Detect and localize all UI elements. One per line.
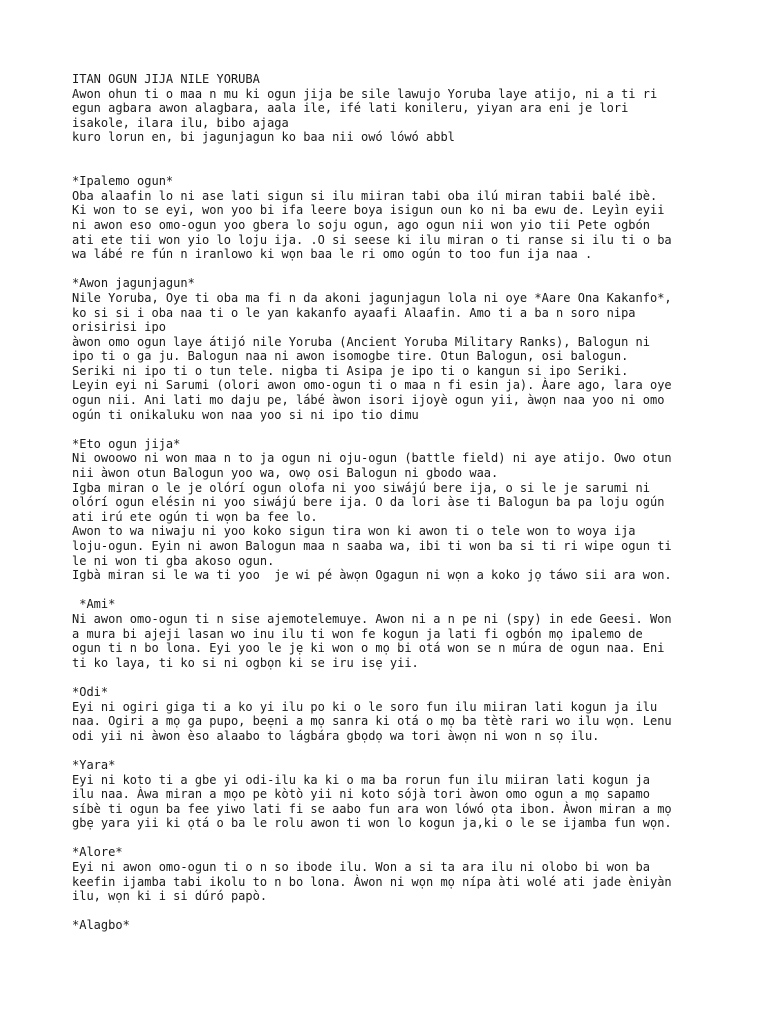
- section-heading: *Alagbo*: [72, 918, 130, 933]
- section-line: Igbà miran si le wa ti yoo je wi pé àwọn Ogagun ni wọn a koko jọ táwo sii ara won.: [72, 568, 672, 583]
- section-yara: [72, 758, 712, 831]
- section-heading: *Yara*: [72, 757, 116, 772]
- section-line: Eyi ni koto ti a gbe yi odi-ilu ka ki o ma ba rorun fun ilu miiran lati kogun ja: [72, 772, 650, 787]
- section-odi: [72, 685, 712, 743]
- intro-line: kuro lorun en, bi jagunjagun ko baa nii owó lówó abbl: [72, 130, 455, 145]
- section-line: Nile Yoruba, Oye ti oba ma fi n da akoni jagunjagun lola ni oye *Aare Ona Kakanfo*,: [72, 290, 672, 305]
- section-line: ati ete tii won yio lo loju ija. .O si seese ki ilu miran o ti ranse si ilu ti o ba: [72, 232, 672, 247]
- section-line: Seriki ni ipo ti o tun tele. nigba ti Asipa je ipo ti o kangun si ipo Seriki.: [72, 363, 629, 378]
- section-line: ipo ti o ga ju. Balogun naa ni awon isomogbe tire. Otun Balogun, osi balogun.: [72, 349, 629, 364]
- section-line: odi yii ni àwon èso alaabo to lágbára gbọdọ wa tori àwọn ni won n sọ ilu.: [72, 728, 600, 743]
- section-ami: [72, 597, 712, 670]
- section-line: loju-ogun. Eyin ni awon Balogun maa n saaba wa, ibi ti won ba si ti ri wipe ogun ti: [72, 539, 672, 553]
- section-line: keefin ijamba tabi ikolu to n bo lona. Àwon ni wọn mọ nípa àti wolé ati jade èniyàn: [72, 874, 672, 889]
- section-line: le ni won ti gba akoso ogun.: [72, 553, 275, 568]
- section-line: Oba alaafin lo ni ase lati sigun si ilu miiran tabi oba ilú miran tabii balé ibè.: [72, 188, 658, 203]
- section-line: ti ko laya, ti ko si ni ogbọn ki se iru isẹ yii.: [72, 655, 419, 670]
- section-heading: *Odi*: [72, 684, 109, 699]
- section-line: naa. Ogiri a mọ ga pupo, beẹni a mọ sanra ki otá o mọ ba tètè rari wo ilu wọn. Lenu: [72, 714, 672, 729]
- section-line: ilu naa. Àwa miran a mọo pe kòtò yii ni koto sójà tori àwon omo ogun a mọ sapamo: [72, 787, 650, 802]
- section-eto-ogun-jija: [72, 437, 712, 583]
- section-line: nii àwon otun Balogun yoo wa, owọ osi Balogun ni gbodo waa.: [72, 466, 499, 481]
- section-line: wa lábé re fún n iranlowo ki wọn baa le ri omo ogún to too fun ija naa .: [72, 247, 593, 262]
- section-line: olórí ogun elésin ni yoo siwájú bere ija. O da lori àse ti Balogun ba pa loju ogún: [72, 495, 665, 510]
- section-heading: *Eto ogun jija*: [72, 436, 181, 451]
- section-line: Eyi ni ogiri giga ti a ko yi ilu po ki o le soro fun ilu miiran lati kogun ja ilu: [72, 699, 658, 714]
- intro-line: isakole, ilara ilu, bibo ajaga: [72, 115, 289, 130]
- section-line: ko si si i oba naa ti o le yan kakanfo ayaafi Alaafin. Amo ti a ba n soro nipa: [72, 305, 636, 320]
- section-line: ilu, wọn ki i si dúró papò.: [72, 889, 268, 904]
- section-alagbo: [72, 918, 712, 933]
- section-line: Leyin eyi ni Sarumi (olori awon omo-ogun ti o maa n fi esin ja). Àare ago, lara oye: [72, 378, 672, 393]
- section-line: ogun ti n bo lona. Eyi yoo le jẹ ki won o mọ bi otá won se n múra de ogun naa. Eni: [72, 641, 665, 656]
- section-line: ni awon eso omo-ogun yoo gbera lo soju ogun, ago ogun nii won yio tii Pete ogbón: [72, 217, 650, 232]
- section-line: ogún ti onikaluku won naa yoo si ni ipo tio dimu: [72, 407, 419, 422]
- document-title: ITAN OGUN JIJA NILE YORUBA: [72, 72, 260, 86]
- section-heading: *Ipalemo ogun*: [72, 174, 174, 189]
- section-line: Ki won to se eyi, won yoo bi ifa leere boya isigun oun ko ni ba ewu de. Leyìn eyii: [72, 203, 665, 218]
- section-line: ogun nii. Ani lati mo daju pe, lábé àwon isori ijoyè ogun yii, àwọn naa yoo ni omo: [72, 393, 665, 408]
- section-line: Ni awon omo-ogun ti n sise ajemotelemuye. Awon ni a n pe ni (spy) in ede Geesi. Won: [72, 611, 672, 626]
- section-line: ati irú ete ogún ti wọn ba fee lo.: [72, 509, 318, 524]
- section-line: síbè ti ogun ba fee yiwo lati fi se aabo fun ara won lówó ọta ibon. Àwon miran a mọ: [72, 801, 672, 816]
- section-line: a mura bi ajeji lasan wo inu ilu ti won fe kogun ja lati fi ogbón mọ ipalemo de: [72, 626, 643, 641]
- section-line: orisirisi ipo: [72, 320, 166, 335]
- section-line: àwon omo ogun laye átijó nile Yoruba (Ancient Yoruba Military Ranks), Balogun ni: [72, 334, 650, 349]
- section-line: Igba miran o le je olórí ogun olofa ni yoo siwájú bere ija, o si le je sarumi ni: [72, 480, 650, 495]
- section-line: gbẹ yara yii ki ọtá o ba le rolu awon ti won lo kogun ja,ki o le se ijamba fun wọn.: [72, 816, 672, 831]
- section-alore: [72, 845, 712, 903]
- intro-line: Awon ohun ti o maa n mu ki ogun jija be sile lawujo Yoruba laye atijo, ni a ti ri: [72, 86, 658, 101]
- section-ipalemo-ogun: [72, 174, 712, 262]
- intro-line: egun agbara awon alagbara, aala ile, ifé lati konileru, yiyan ara eni je lori: [72, 101, 629, 116]
- document-page: [72, 72, 712, 933]
- section-line: Eyi ni awon omo-ogun ti o n so ibode ilu. Won a si ta ara ilu ni olobo bi won ba: [72, 860, 650, 875]
- section-line: Awon to wa niwaju ni yoo koko sigun tira won ki awon ti o tele won to woya ija: [72, 524, 636, 539]
- section-heading: *Awon jagunjagun*: [72, 276, 195, 291]
- section-heading: *Alore*: [72, 845, 123, 860]
- section-heading: *Ami*: [72, 597, 116, 612]
- section-awon-jagunjagun: [72, 276, 712, 422]
- document-intro: [72, 72, 712, 145]
- section-line: Ni owoowo ni won maa n to ja ogun ni oju-ogun (battle field) ni aye atijo. Owo otun: [72, 451, 672, 466]
